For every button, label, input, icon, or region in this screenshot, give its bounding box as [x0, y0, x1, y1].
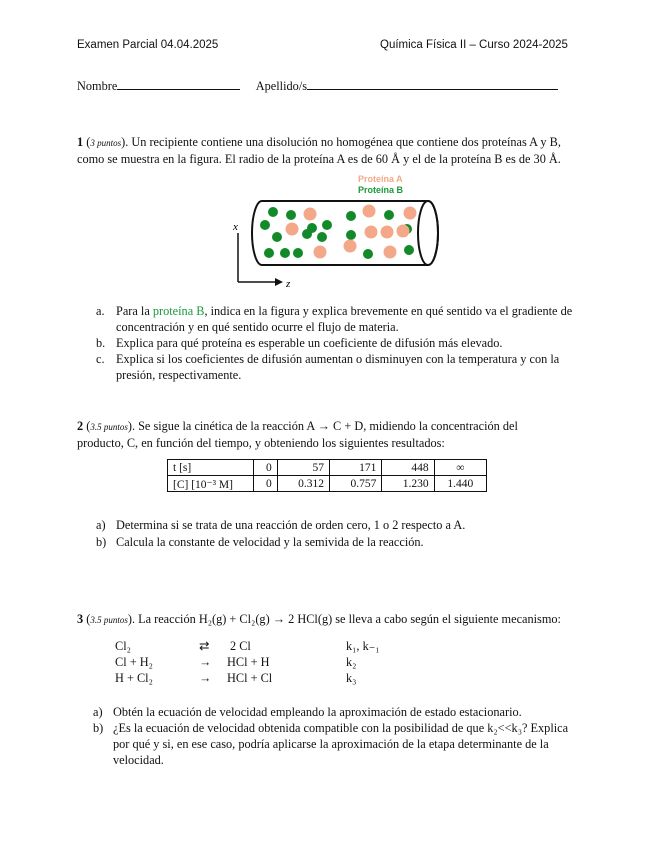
table-row: [168, 476, 487, 492]
q3-statement: ). La reacción H₂(g) + Cl₂(g) → 2 HCl(g) se lleva a cabo según el siguiente mecanismo:: [127, 612, 561, 626]
surname-field[interactable]: [307, 77, 558, 90]
mech-step-2-reactants: Cl + H₂: [115, 655, 153, 669]
q1-item-c-cont: presión, respectivamente.: [116, 368, 242, 382]
q1-item-b-text: Explica para qué proteína es esperable un coeficiente de difusión más elevado.: [116, 336, 503, 350]
protein-a-dot: [344, 240, 357, 253]
mech-step-3-reactants: H + Cl₂: [115, 671, 153, 685]
table-cell: 0.757: [330, 476, 382, 492]
protein-a-dot: [397, 225, 410, 238]
header-right: Química Física II – Curso 2024-2025: [380, 39, 568, 51]
table-cell: 0.312: [277, 476, 329, 492]
q2-number: 2: [77, 419, 84, 433]
mech-step-3-products: HCl + Cl: [227, 671, 273, 685]
q3-number: 3: [77, 612, 84, 626]
protein-a-dot: [286, 223, 299, 236]
header-left: Examen Parcial 04.04.2025: [77, 39, 219, 51]
q1-item-a-highlight: proteína B: [152, 304, 205, 318]
protein-b-dot: [322, 220, 332, 230]
table-cell: 1.230: [382, 476, 434, 492]
q3-item-b-marker: b): [93, 721, 104, 735]
table-cell: 57: [277, 460, 329, 476]
mech-step-2-arrow: →: [199, 655, 212, 669]
protein-b-dot: [346, 211, 356, 221]
protein-b-dot: [280, 248, 290, 258]
axis-z-label: z: [286, 278, 291, 290]
protein-a-dot: [381, 226, 394, 239]
mechanism: [115, 638, 515, 688]
protein-dots: [260, 205, 417, 260]
q3-item-b-text: ¿Es la ecuación de velocidad obtenida compatible con la posibilidad de que k₂<<k₃? Explica: [113, 721, 569, 735]
q1-item-a-marker: a.: [96, 304, 105, 318]
q1-item-b-marker: b.: [96, 336, 106, 350]
q2-statement-b: producto, C, en función del tiempo, y obteniendo los siguientes resultados:: [77, 436, 445, 450]
q1-number: 1: [77, 135, 84, 149]
protein-b-dot: [384, 210, 394, 220]
protein-b-dot: [317, 232, 327, 242]
table-cell: ∞: [434, 460, 486, 476]
mech-step-3-arrow: →: [199, 671, 212, 685]
table-cell: 448: [382, 460, 434, 476]
legend-protein-a: Proteína A: [358, 174, 403, 184]
q2-item-b-marker: b): [96, 535, 107, 549]
q3-item-a-marker: a): [93, 705, 103, 719]
protein-b-dot: [264, 248, 274, 258]
protein-b-dot: [302, 229, 312, 239]
q1-item-a-pre: Para la: [116, 304, 153, 318]
q1-text: 1 (3 puntos). Un recipiente contiene una disolución no homogénea que contiene dos proteínas A y B, como se muestra en la figura. El radio de la proteína A es de 60 Å y el de la proteína B es de 30 Å.: [77, 135, 561, 166]
q1-points: 3 puntos: [90, 138, 122, 148]
table-cell: [C] [10⁻³ M]: [168, 476, 254, 492]
mech-step-1-reactants: Cl₂: [115, 639, 131, 653]
mech-step-1-products: 2 Cl: [230, 639, 251, 653]
q1-item-c-marker: c.: [96, 352, 105, 366]
protein-b-dot: [272, 232, 282, 242]
protein-a-dot: [365, 226, 378, 239]
protein-b-dot: [363, 249, 373, 259]
protein-a-dot: [314, 246, 327, 259]
table-row: [168, 460, 487, 476]
protein-b-dot: [293, 248, 303, 258]
protein-b-dot: [404, 245, 414, 255]
q1-statement-a: ). Un recipiente contiene una disolución no homogénea que contiene dos proteínas A y B,: [121, 135, 561, 149]
q2-text: 2 (3.5 puntos). Se sigue la cinética de la reacción A → C + D, midiendo la concentración del producto, C, en función del tiempo, y obteniendo los siguientes resultados:: [77, 419, 518, 450]
protein-tube-figure: [225, 170, 450, 295]
mech-step-1-k: k₁, k₋₁: [346, 639, 380, 653]
q1-item-c-text: Explica si los coeficientes de difusión aumentan o disminuyen con la temperatura y con la: [116, 352, 560, 366]
q1-item-a-cont: concentración y en qué sentido ocurre el flujo de materia.: [116, 320, 399, 334]
mech-step-2-products: HCl + H: [227, 655, 270, 669]
name-label: Nombre: [77, 79, 118, 93]
table-cell: t [s]: [168, 460, 254, 476]
protein-b-dot: [260, 220, 270, 230]
tube-end: [418, 201, 438, 265]
q3-text: 3 (3.5 puntos). La reacción H₂(g) + Cl₂(g) → 2 HCl(g) se lleva a cabo según el siguiente mecanismo:: [77, 612, 561, 626]
q2-item-b-text: Calcula la constante de velocidad y la semivida de la reacción.: [116, 535, 424, 549]
protein-b-dot: [286, 210, 296, 220]
protein-a-dot: [384, 246, 397, 259]
legend-protein-b: Proteína B: [358, 185, 404, 195]
mech-step-1-arrow: ⇄: [199, 639, 210, 653]
name-row: [77, 77, 558, 94]
table-cell: 0: [254, 460, 278, 476]
kinetics-table: [167, 459, 487, 492]
table-cell: 0: [254, 476, 278, 492]
protein-a-dot: [363, 205, 376, 218]
q1-statement-b: como se muestra en la figura. El radio de la proteína A es de 60 Å y el de la proteína B es de 30 Å.: [77, 152, 561, 166]
q3-item-b-cont2: velocidad.: [113, 753, 164, 767]
mech-step-3-k: k₃: [346, 671, 357, 685]
q2-item-a-marker: a): [96, 518, 106, 532]
q2-item-a-text: Determina si se trata de una reacción de orden cero, 1 o 2 respecto a A.: [116, 518, 466, 532]
protein-a-dot: [304, 208, 317, 221]
q2-statement-a: ). Se sigue la cinética de la reacción A → C + D, midiendo la concentración del: [127, 419, 518, 433]
surname-label: Apellido/s: [255, 79, 308, 93]
table-cell: 1.440: [434, 476, 486, 492]
q3-points: 3.5 puntos: [90, 615, 128, 625]
z-axis-arrowhead: [275, 278, 283, 286]
axis-x-label: x: [233, 221, 238, 233]
q2-points: 3.5 puntos: [90, 422, 128, 432]
q3-item-a-text: Obtén la ecuación de velocidad empleando la aproximación de estado estacionario.: [113, 705, 522, 719]
mech-step-2-k: k₂: [346, 655, 357, 669]
name-field[interactable]: [117, 77, 240, 90]
protein-b-dot: [346, 230, 356, 240]
q1-item-a-post: , indica en la figura y explica brevemente en qué sentido va el gradiente de: [204, 304, 573, 318]
protein-a-dot: [404, 207, 417, 220]
q3-item-b-cont: por qué y si, en ese caso, podría aplicarse la aproximación de la etapa determinante de la: [113, 737, 549, 751]
table-cell: 171: [330, 460, 382, 476]
protein-b-dot: [268, 207, 278, 217]
